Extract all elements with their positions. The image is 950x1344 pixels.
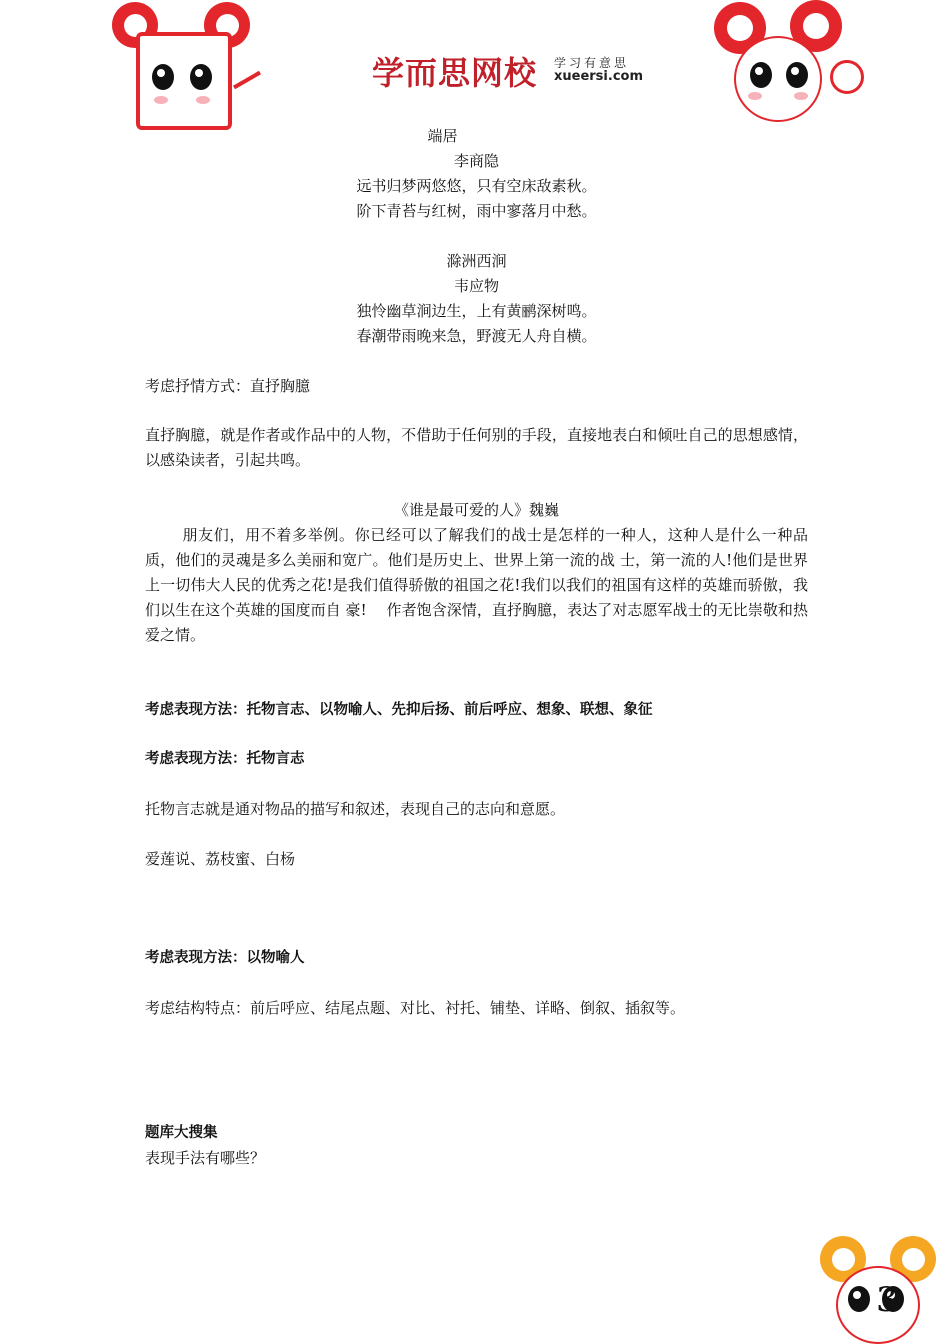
section-heading: 题库大搜集 — [145, 1125, 218, 1141]
example-paragraph: 朋友们，用不着多举例。你已经可以了解我们的战士是怎样的一种人，这种人是什么一种品质，他们的灵魂是多么美丽和宽广。他们是历史上、世界上第一流的战 士，第一流的人!他们是世界上一切伟大人民的优秀之花!是我们值得骄傲的祖国之花!我们以我们的祖国有这样的英雄而骄傲，我们以生在这个英雄的国度而自 豪! 作者饱含深情，直抒胸臆，表达了对志愿军战士的无比崇敬和热爱之情。 — [145, 526, 808, 644]
section-heading: 考虑抒情方式：直抒胸臆 — [145, 377, 311, 395]
question-line: 表现手法有哪些？ — [145, 1149, 266, 1167]
poem2-author: 韦应物 — [453, 277, 499, 295]
poem2-line: 春潮带雨晚来急，野渡无人舟自横。 — [356, 327, 597, 345]
mascot-right-icon — [712, 0, 872, 130]
section-heading: 考虑表现方法：托物言志、以物喻人、先抑后扬、前后呼应、想象、联想、象征 — [145, 702, 653, 718]
logo-slogan: 学习有意思 — [554, 56, 630, 70]
poem2-title: 滁洲西涧 — [446, 252, 507, 270]
examples-line: 爱莲说、荔枝蜜、白杨 — [145, 850, 296, 868]
poem1-author: 李商隐 — [453, 152, 499, 170]
page-number: 3 — [876, 1280, 898, 1320]
structure-line: 考虑结构特点：前后呼应、结尾点题、对比、衬托、铺垫、详略、倒叙、插叙等。 — [145, 999, 686, 1017]
mascot-left-icon — [112, 2, 272, 132]
example-title: 《谁是最可爱的人》魏巍 — [393, 501, 559, 519]
poem1-line: 远书归梦两悠悠，只有空床敌素秋。 — [356, 177, 597, 195]
section-heading: 考虑表现方法：以物喻人 — [145, 950, 305, 966]
definition-paragraph: 托物言志就是通对物品的描写和叙述，表现自己的志向和意愿。 — [145, 800, 566, 818]
poem1-line: 阶下青苔与红树，雨中寥落月中愁。 — [356, 202, 597, 220]
logo-url: xueersi.com — [554, 69, 644, 84]
xueersi-logo: 学而思网校 学习有意思 xueersi.com — [372, 54, 644, 92]
poem2-line: 独怜幽草涧边生，上有黄鹂深树鸣。 — [356, 302, 597, 320]
poem1-title: 端居 — [427, 127, 458, 145]
definition-paragraph: 直抒胸臆，就是作者或作品中的人物，不借助于任何别的手段，直接地表白和倾吐自己的思想感情，以感染读者，引起共鸣。 — [145, 426, 808, 469]
section-heading: 考虑表现方法：托物言志 — [145, 751, 305, 767]
